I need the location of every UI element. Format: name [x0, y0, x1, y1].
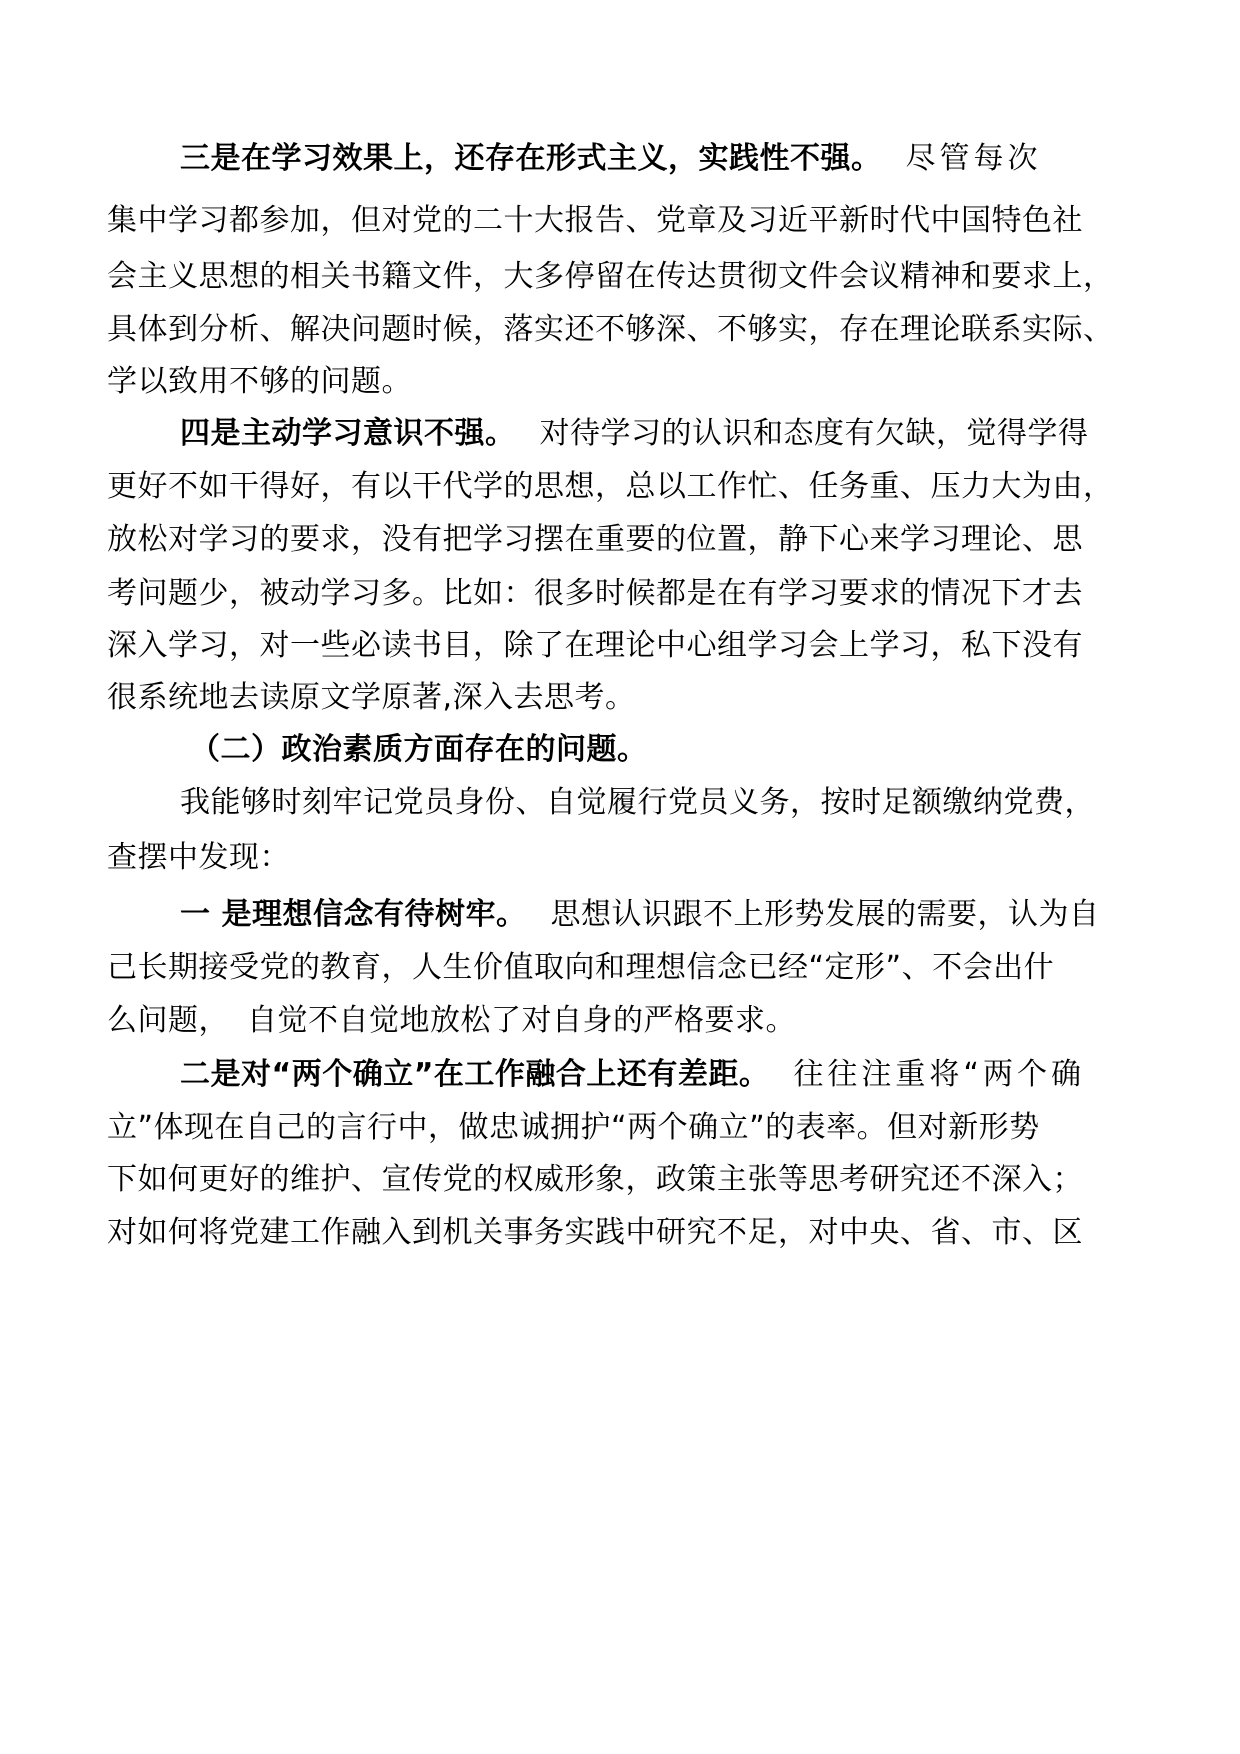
paragraph-line: 对如何将党建工作融入到机关事务实践中研究不足，对中央、省、市、区: [107, 1215, 1083, 1250]
paragraph-line: 己长期接受党的教育，人生价值取向和理想信念已经“定形”、不会出什: [107, 950, 1055, 985]
paragraph-lead: 三是在学习效果上，还存在形式主义，实践性不强。: [180, 141, 882, 176]
paragraph-line: [180, 139, 1042, 179]
paragraph-line: 立”体现在自己的言行中，做忠诚拥护“两个确立”的表率。但对新形势: [107, 1110, 1040, 1145]
paragraph-line: 集中学习都参加，但对党的二十大报告、党章及习近平新时代中国特色社: [107, 203, 1083, 238]
paragraph-line: 更好不如干得好，有以干代学的思想，总以工作忙、任务重、压力大为由，: [107, 469, 1114, 504]
paragraph-line: [180, 895, 1099, 935]
paragraph-text: 往往注重将“两个确: [793, 1057, 1085, 1092]
paragraph-text: 自觉不自觉地放松了对自身的严格要求。: [247, 1003, 796, 1038]
paragraph-line: 会主义思想的相关书籍文件，大多停留在传达贯彻文件会议精神和要求上，: [107, 259, 1114, 294]
paragraph-line: 具体到分析、解决问题时候，落实还不够深、不够实，存在理论联系实际、: [107, 312, 1114, 347]
paragraph-text: 思想认识跟不上形势发展的需要，认为自: [550, 897, 1100, 932]
paragraph-line: 查摆中发现：: [107, 840, 290, 875]
paragraph-line: 深入学习，对一些必读书目，除了在理论中心组学习会上学习，私下没有: [107, 628, 1083, 663]
paragraph-lead: 二是对“两个确立”在工作融合上还有差距。: [180, 1057, 770, 1092]
paragraph-text: 尽管每次: [905, 141, 1042, 176]
paragraph-line: [107, 1001, 796, 1041]
paragraph-line: 很系统地去读原文学原著,深入去思考。: [107, 680, 636, 715]
paragraph-line: [180, 414, 1089, 454]
paragraph-line: 下如何更好的维护、宣传党的权威形象，政策主张等思考研究还不深入；: [107, 1162, 1083, 1197]
paragraph-line: 考问题少，被动学习多。比如：很多时候都是在有学习要求的情况下才去: [107, 576, 1083, 611]
paragraph-lead: 一 是理想信念有待树牢。: [180, 897, 527, 932]
paragraph-lead: 四是主动学习意识不强。: [180, 416, 516, 451]
paragraph-line: 我能够时刻牢记党员身份、自觉履行党员义务，按时足额缴纳党费，: [180, 785, 1095, 820]
paragraph-line: 放松对学习的要求，没有把学习摆在重要的位置，静下心来学习理论、思: [107, 522, 1083, 557]
paragraph-text: 对待学习的认识和态度有欠缺，觉得学得: [539, 416, 1089, 451]
paragraph-line: 学以致用不够的问题。: [107, 364, 412, 399]
section-heading: （二）政治素质方面存在的问题。: [190, 732, 648, 767]
paragraph-text: 么问题，: [107, 1003, 229, 1038]
paragraph-line: [180, 1055, 1085, 1095]
